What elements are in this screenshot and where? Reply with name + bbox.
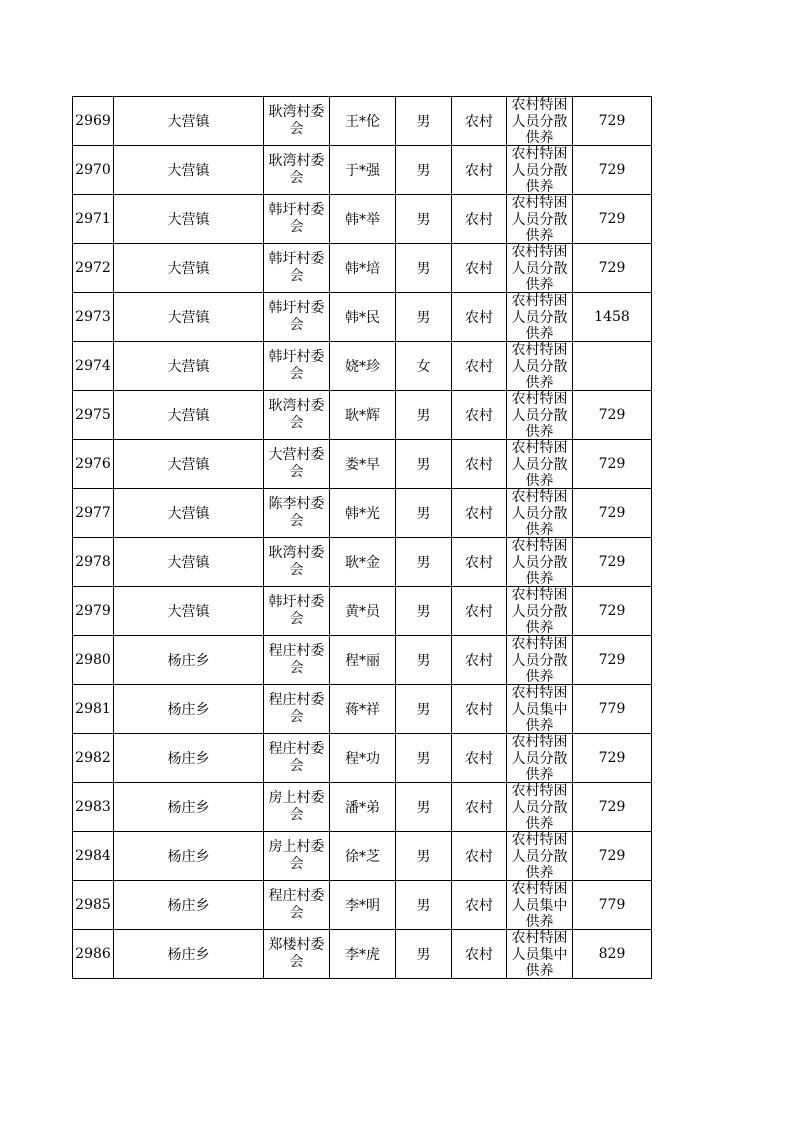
- residence-type-cell: 农村: [452, 440, 507, 489]
- support-type-cell: [507, 636, 573, 685]
- amount-cell: 779: [573, 685, 652, 734]
- support-type-text: 农村特困人员集中供养: [511, 930, 568, 978]
- support-type-text: 农村特困人员分散供养: [511, 97, 568, 145]
- gender-cell: 女: [396, 342, 452, 391]
- serial-number-cell: 2982: [73, 734, 114, 783]
- village-committee-cell: [264, 783, 330, 832]
- person-name-cell: 程*功: [330, 734, 396, 783]
- village-committee-text: 韩圩村委会: [268, 594, 325, 627]
- town-cell: 大营镇: [114, 489, 264, 538]
- village-committee-cell: [264, 734, 330, 783]
- serial-number-cell: 2974: [73, 342, 114, 391]
- support-type-text: 农村特困人员集中供养: [511, 685, 568, 733]
- support-type-cell: [507, 97, 573, 146]
- support-type-cell: [507, 146, 573, 195]
- village-committee-cell: [264, 146, 330, 195]
- gender-cell: 男: [396, 489, 452, 538]
- gender-cell: 男: [396, 538, 452, 587]
- village-committee-text: 耿湾村委会: [268, 153, 325, 186]
- support-type-text: 农村特困人员分散供养: [511, 440, 568, 488]
- support-type-cell: [507, 342, 573, 391]
- table-row: [73, 930, 652, 979]
- person-name-cell: 韩*光: [330, 489, 396, 538]
- table-row: [73, 685, 652, 734]
- support-type-text: 农村特困人员分散供养: [511, 244, 568, 292]
- amount-cell: 729: [573, 783, 652, 832]
- table-row: [73, 244, 652, 293]
- support-type-text: 农村特困人员分散供养: [511, 146, 568, 194]
- support-type-cell: [507, 783, 573, 832]
- table-row: [73, 146, 652, 195]
- village-committee-text: 韩圩村委会: [268, 349, 325, 382]
- amount-cell: 729: [573, 146, 652, 195]
- serial-number-cell: 2973: [73, 293, 114, 342]
- person-name-cell: 娄*早: [330, 440, 396, 489]
- support-type-cell: [507, 391, 573, 440]
- support-type-text: 农村特困人员分散供养: [511, 293, 568, 341]
- residence-type-cell: 农村: [452, 538, 507, 587]
- support-type-cell: [507, 244, 573, 293]
- table-row: [73, 832, 652, 881]
- table-row: [73, 195, 652, 244]
- gender-cell: 男: [396, 195, 452, 244]
- person-name-cell: 韩*民: [330, 293, 396, 342]
- residence-type-cell: 农村: [452, 293, 507, 342]
- residence-type-cell: 农村: [452, 685, 507, 734]
- person-name-cell: 耿*辉: [330, 391, 396, 440]
- residence-type-cell: 农村: [452, 881, 507, 930]
- table-row: [73, 293, 652, 342]
- gender-cell: 男: [396, 391, 452, 440]
- support-type-text: 农村特困人员分散供养: [511, 195, 568, 243]
- gender-cell: 男: [396, 832, 452, 881]
- village-committee-text: 耿湾村委会: [268, 398, 325, 431]
- serial-number-cell: 2984: [73, 832, 114, 881]
- person-name-cell: 耿*金: [330, 538, 396, 587]
- table-row: [73, 97, 652, 146]
- support-type-text: 农村特困人员集中供养: [511, 881, 568, 929]
- residence-type-cell: 农村: [452, 391, 507, 440]
- village-committee-text: 陈李村委会: [268, 496, 325, 529]
- gender-cell: 男: [396, 734, 452, 783]
- gender-cell: 男: [396, 636, 452, 685]
- town-cell: 大营镇: [114, 195, 264, 244]
- support-type-cell: [507, 440, 573, 489]
- support-type-text: 农村特困人员分散供养: [511, 489, 568, 537]
- village-committee-text: 韩圩村委会: [268, 300, 325, 333]
- residence-type-cell: 农村: [452, 832, 507, 881]
- village-committee-cell: [264, 489, 330, 538]
- amount-cell: 729: [573, 587, 652, 636]
- amount-cell: 729: [573, 734, 652, 783]
- town-cell: 杨庄乡: [114, 930, 264, 979]
- village-committee-text: 程庄村委会: [268, 741, 325, 774]
- town-cell: 杨庄乡: [114, 832, 264, 881]
- support-type-cell: [507, 587, 573, 636]
- residence-type-cell: 农村: [452, 636, 507, 685]
- village-committee-text: 大营村委会: [268, 447, 325, 480]
- person-name-cell: 蒋*祥: [330, 685, 396, 734]
- town-cell: 大营镇: [114, 587, 264, 636]
- amount-cell: 729: [573, 440, 652, 489]
- serial-number-cell: 2969: [73, 97, 114, 146]
- serial-number-cell: 2972: [73, 244, 114, 293]
- gender-cell: 男: [396, 881, 452, 930]
- gender-cell: 男: [396, 146, 452, 195]
- amount-cell: 829: [573, 930, 652, 979]
- person-name-cell: 娆*珍: [330, 342, 396, 391]
- amount-cell: 729: [573, 832, 652, 881]
- amount-cell: 729: [573, 538, 652, 587]
- support-type-text: 农村特困人员分散供养: [511, 587, 568, 635]
- person-name-cell: 程*丽: [330, 636, 396, 685]
- village-committee-cell: [264, 636, 330, 685]
- table-body: [73, 97, 652, 979]
- table-row: [73, 342, 652, 391]
- serial-number-cell: 2979: [73, 587, 114, 636]
- residence-type-cell: 农村: [452, 734, 507, 783]
- support-type-text: 农村特困人员分散供养: [511, 832, 568, 880]
- residence-type-cell: 农村: [452, 783, 507, 832]
- person-name-cell: 黄*员: [330, 587, 396, 636]
- residence-type-cell: 农村: [452, 930, 507, 979]
- support-type-cell: [507, 832, 573, 881]
- support-type-text: 农村特困人员分散供养: [511, 734, 568, 782]
- amount-cell: 729: [573, 391, 652, 440]
- town-cell: 杨庄乡: [114, 685, 264, 734]
- village-committee-cell: [264, 832, 330, 881]
- town-cell: 大营镇: [114, 391, 264, 440]
- support-type-cell: [507, 881, 573, 930]
- support-type-cell: [507, 489, 573, 538]
- village-committee-cell: [264, 685, 330, 734]
- support-type-text: 农村特困人员分散供养: [511, 636, 568, 684]
- gender-cell: 男: [396, 783, 452, 832]
- support-type-cell: [507, 195, 573, 244]
- amount-cell: [573, 342, 652, 391]
- person-name-cell: 李*虎: [330, 930, 396, 979]
- support-type-cell: [507, 734, 573, 783]
- person-name-cell: 王*伦: [330, 97, 396, 146]
- town-cell: 杨庄乡: [114, 881, 264, 930]
- village-committee-text: 程庄村委会: [268, 643, 325, 676]
- village-committee-text: 程庄村委会: [268, 692, 325, 725]
- village-committee-cell: [264, 538, 330, 587]
- town-cell: 杨庄乡: [114, 783, 264, 832]
- gender-cell: 男: [396, 685, 452, 734]
- serial-number-cell: 2971: [73, 195, 114, 244]
- gender-cell: 男: [396, 97, 452, 146]
- gender-cell: 男: [396, 930, 452, 979]
- serial-number-cell: 2970: [73, 146, 114, 195]
- gender-cell: 男: [396, 293, 452, 342]
- town-cell: 大营镇: [114, 440, 264, 489]
- village-committee-cell: [264, 930, 330, 979]
- serial-number-cell: 2980: [73, 636, 114, 685]
- person-name-cell: 于*强: [330, 146, 396, 195]
- support-type-cell: [507, 538, 573, 587]
- support-type-text: 农村特困人员分散供养: [511, 783, 568, 831]
- amount-cell: 729: [573, 195, 652, 244]
- village-committee-text: 程庄村委会: [268, 888, 325, 921]
- support-type-text: 农村特困人员分散供养: [511, 538, 568, 586]
- town-cell: 大营镇: [114, 146, 264, 195]
- serial-number-cell: 2986: [73, 930, 114, 979]
- gender-cell: 男: [396, 440, 452, 489]
- amount-cell: 729: [573, 244, 652, 293]
- table-row: [73, 734, 652, 783]
- serial-number-cell: 2981: [73, 685, 114, 734]
- table-row: [73, 440, 652, 489]
- village-committee-cell: [264, 342, 330, 391]
- town-cell: 大营镇: [114, 293, 264, 342]
- support-type-text: 农村特困人员分散供养: [511, 342, 568, 390]
- support-type-cell: [507, 930, 573, 979]
- table-row: [73, 783, 652, 832]
- residence-type-cell: 农村: [452, 97, 507, 146]
- table-row: [73, 881, 652, 930]
- person-name-cell: 徐*芝: [330, 832, 396, 881]
- table-row: [73, 587, 652, 636]
- village-committee-text: 房上村委会: [268, 839, 325, 872]
- amount-cell: 1458: [573, 293, 652, 342]
- town-cell: 大营镇: [114, 342, 264, 391]
- town-cell: 杨庄乡: [114, 636, 264, 685]
- amount-cell: 729: [573, 489, 652, 538]
- residence-type-cell: 农村: [452, 489, 507, 538]
- residence-type-cell: 农村: [452, 146, 507, 195]
- town-cell: 大营镇: [114, 538, 264, 587]
- village-committee-cell: [264, 587, 330, 636]
- village-committee-cell: [264, 881, 330, 930]
- village-committee-text: 郑楼村委会: [268, 937, 325, 970]
- serial-number-cell: 2975: [73, 391, 114, 440]
- town-cell: 大营镇: [114, 97, 264, 146]
- person-name-cell: 李*明: [330, 881, 396, 930]
- serial-number-cell: 2978: [73, 538, 114, 587]
- table-row: [73, 538, 652, 587]
- support-type-text: 农村特困人员分散供养: [511, 391, 568, 439]
- gender-cell: 男: [396, 587, 452, 636]
- beneficiary-table: [72, 96, 652, 979]
- village-committee-cell: [264, 391, 330, 440]
- village-committee-cell: [264, 195, 330, 244]
- table-row: [73, 391, 652, 440]
- serial-number-cell: 2977: [73, 489, 114, 538]
- serial-number-cell: 2983: [73, 783, 114, 832]
- serial-number-cell: 2985: [73, 881, 114, 930]
- person-name-cell: 韩*举: [330, 195, 396, 244]
- amount-cell: 729: [573, 97, 652, 146]
- table-row: [73, 636, 652, 685]
- residence-type-cell: 农村: [452, 244, 507, 293]
- amount-cell: 779: [573, 881, 652, 930]
- village-committee-cell: [264, 244, 330, 293]
- town-cell: 杨庄乡: [114, 734, 264, 783]
- village-committee-text: 韩圩村委会: [268, 202, 325, 235]
- residence-type-cell: 农村: [452, 195, 507, 244]
- village-committee-text: 耿湾村委会: [268, 545, 325, 578]
- amount-cell: 729: [573, 636, 652, 685]
- serial-number-cell: 2976: [73, 440, 114, 489]
- support-type-cell: [507, 685, 573, 734]
- village-committee-cell: [264, 440, 330, 489]
- gender-cell: 男: [396, 244, 452, 293]
- village-committee-cell: [264, 293, 330, 342]
- village-committee-text: 韩圩村委会: [268, 251, 325, 284]
- village-committee-cell: [264, 97, 330, 146]
- support-type-cell: [507, 293, 573, 342]
- person-name-cell: 韩*培: [330, 244, 396, 293]
- residence-type-cell: 农村: [452, 587, 507, 636]
- residence-type-cell: 农村: [452, 342, 507, 391]
- village-committee-text: 房上村委会: [268, 790, 325, 823]
- village-committee-text: 耿湾村委会: [268, 104, 325, 137]
- table-row: [73, 489, 652, 538]
- town-cell: 大营镇: [114, 244, 264, 293]
- person-name-cell: 潘*弟: [330, 783, 396, 832]
